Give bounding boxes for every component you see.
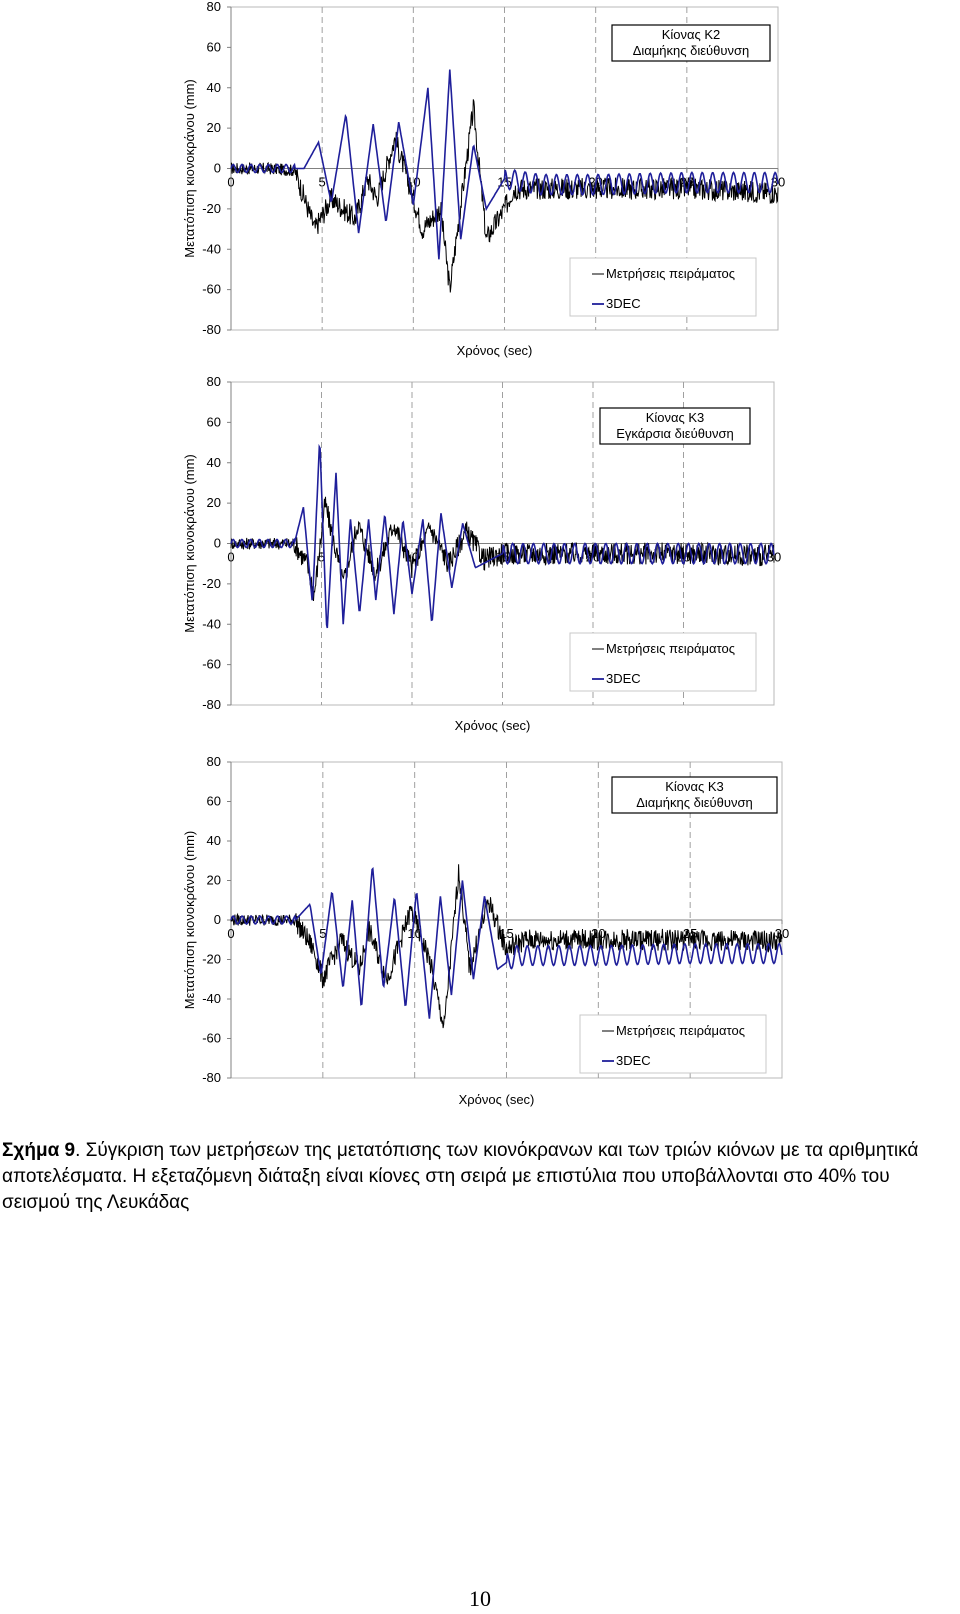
y-tick-label: -60 bbox=[202, 281, 221, 297]
y-tick-label: 60 bbox=[206, 414, 221, 430]
y-tick-label: 40 bbox=[206, 833, 221, 848]
y-tick-label: -80 bbox=[202, 697, 221, 712]
x-tick-label: 25 bbox=[679, 174, 695, 190]
y-tick-label: -40 bbox=[202, 991, 221, 1006]
x-tick-label: 10 bbox=[406, 174, 421, 190]
page-number: 10 bbox=[469, 1586, 491, 1611]
x-tick-label: 20 bbox=[588, 174, 603, 190]
y-tick-label: -20 bbox=[202, 575, 221, 591]
caption-text: . Σύγκριση των μετρήσεων της μετατόπισης των κιονόκρανων και των τριών κιόνων με τα αριθμητικά αποτελέσματα. Η εξεταζόμενη διάταξη είναι κίονες στη σειρά με επιστύλια που υποβάλλονται στο 40% του σεισμού της Λευκάδας bbox=[2, 1140, 919, 1213]
x-tick-label: 30 bbox=[774, 926, 790, 941]
chart-subtitle: Διαμήκης διεύθυνση bbox=[632, 43, 750, 58]
y-tick-label: 60 bbox=[206, 39, 221, 55]
x-tick-label: 15 bbox=[497, 174, 512, 190]
x-tick-label: 15 bbox=[495, 549, 510, 565]
caption-label: Σχήμα 9 bbox=[2, 1140, 76, 1161]
x-tick-label: 10 bbox=[404, 549, 420, 565]
x-tick-label: 5 bbox=[319, 926, 327, 941]
x-tick-label: 30 bbox=[766, 549, 782, 565]
y-tick-label: 0 bbox=[213, 535, 221, 551]
y-tick-label: 20 bbox=[206, 495, 221, 511]
x-tick-label: 5 bbox=[317, 549, 326, 565]
y-tick-label: 0 bbox=[213, 912, 221, 927]
legend-entry: Μετρήσεις πειράματος bbox=[606, 641, 735, 656]
chart-k3-longitudinal bbox=[0, 755, 960, 1130]
x-tick-label: 25 bbox=[682, 926, 698, 941]
y-tick-label: -20 bbox=[202, 951, 221, 967]
y-axis-title: Μετατόπιση κιονοκράνου (mm) bbox=[182, 830, 197, 1010]
y-tick-label: 20 bbox=[206, 872, 221, 888]
y-tick-label: -40 bbox=[202, 241, 221, 257]
x-tick-label: 5 bbox=[318, 174, 326, 190]
chart-subtitle: Εγκάρσια διεύθυνση bbox=[616, 426, 734, 441]
y-axis-title: Μετατόπιση κιονοκράνου (mm) bbox=[182, 79, 197, 258]
x-tick-label: 0 bbox=[227, 174, 235, 190]
y-tick-label: -60 bbox=[202, 1030, 221, 1046]
y-tick-label: 80 bbox=[206, 374, 221, 389]
x-tick-label: 25 bbox=[676, 549, 691, 565]
y-tick-label: 20 bbox=[206, 120, 221, 136]
chart-k3-transverse bbox=[0, 375, 960, 750]
y-tick-label: 40 bbox=[206, 79, 221, 95]
x-tick-label: 20 bbox=[585, 549, 601, 565]
y-tick-label: -60 bbox=[202, 656, 221, 672]
legend-entry: Μετρήσεις πειράματος bbox=[606, 266, 735, 281]
legend-entry: 3DEC bbox=[606, 296, 641, 311]
y-tick-label: 40 bbox=[206, 454, 221, 470]
legend bbox=[570, 633, 756, 691]
chart-title: Κίονας Κ2 bbox=[661, 27, 721, 42]
x-tick-label: 15 bbox=[499, 926, 514, 941]
x-axis-title: Χρόνος (sec) bbox=[458, 1092, 535, 1107]
legend-entry: 3DEC bbox=[606, 671, 641, 686]
title-box bbox=[612, 777, 777, 813]
y-axis-title: Μετατόπιση κιονοκράνου (mm) bbox=[182, 454, 197, 633]
y-tick-label: 80 bbox=[206, 754, 221, 769]
legend bbox=[570, 258, 756, 316]
y-tick-label: -80 bbox=[202, 1070, 221, 1085]
chart-title: Κίονας Κ3 bbox=[645, 410, 705, 425]
x-axis-title: Χρόνος (sec) bbox=[456, 343, 533, 358]
y-tick-label: -80 bbox=[202, 322, 221, 337]
figure-caption bbox=[2, 1138, 952, 1216]
x-tick-label: 20 bbox=[591, 926, 606, 941]
x-tick-label: 0 bbox=[227, 549, 235, 565]
x-tick-label: 0 bbox=[227, 926, 235, 941]
y-tick-label: -40 bbox=[202, 616, 221, 632]
title-box bbox=[600, 408, 750, 444]
chart-subtitle: Διαμήκης διεύθυνση bbox=[636, 795, 753, 810]
legend bbox=[580, 1015, 766, 1073]
x-tick-label: 30 bbox=[770, 174, 786, 190]
y-tick-label: 0 bbox=[213, 160, 221, 176]
chart-k2-longitudinal bbox=[0, 0, 960, 370]
x-axis-title: Χρόνος (sec) bbox=[454, 718, 531, 733]
title-box bbox=[612, 25, 770, 61]
chart-title: Κίονας Κ3 bbox=[665, 779, 724, 794]
y-tick-label: -20 bbox=[202, 200, 221, 216]
legend-entry: 3DEC bbox=[616, 1053, 651, 1068]
y-tick-label: 80 bbox=[206, 0, 221, 14]
y-tick-label: 60 bbox=[206, 793, 221, 809]
x-tick-label: 10 bbox=[407, 926, 422, 941]
legend-entry: Μετρήσεις πειράματος bbox=[616, 1023, 745, 1038]
